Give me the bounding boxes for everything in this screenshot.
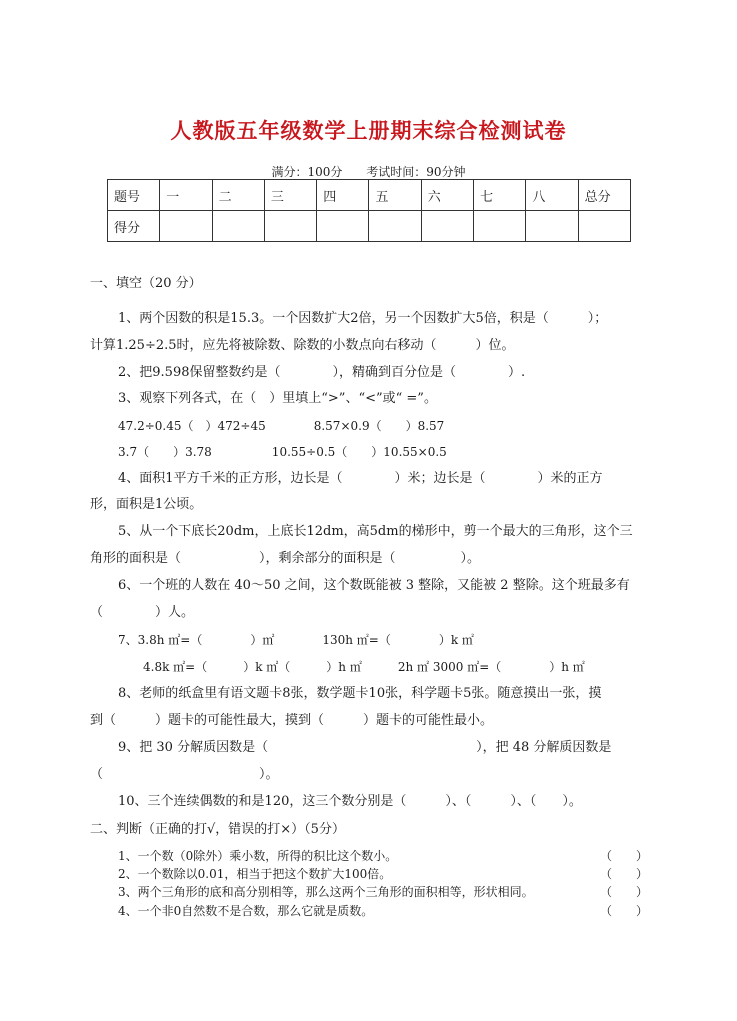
exam-title: 人教版五年级数学上册期末综合检测试卷 (170, 119, 567, 143)
question-3-line-3: 3.7̇（ ）3.78 10.55÷0.5（ ）10.55×0.5 (118, 445, 447, 459)
judge-2: 2、一个数除以0.01，相当于把这个数扩大100倍。 (118, 867, 392, 881)
judge-2-bracket[interactable]: （ ） (600, 867, 649, 881)
score-cell[interactable] (578, 211, 630, 242)
header-cell: 七 (474, 180, 526, 211)
full-score: 满分：100分 (271, 165, 343, 179)
judge-3: 3、两个三角形的底和高分别相等，那么这两个三角形的面积相等，形状相同。 (118, 885, 534, 899)
judge-3-bracket[interactable]: （ ） (600, 885, 649, 899)
header-cell: 总分 (578, 180, 630, 211)
question-7-line-1: 7、3.8h ㎡=（ ）㎡ 130h ㎡=（ ）k ㎡ (118, 633, 474, 647)
header-cell: 六 (421, 180, 473, 211)
score-table (107, 179, 631, 242)
header-cell: 二 (212, 180, 264, 211)
score-cell[interactable] (160, 211, 212, 242)
question-10: 10、三个连续偶数的和是120，这三个数分别是（ ）、（ ）、（ ）。 (118, 794, 582, 809)
score-table-score-row (108, 211, 631, 242)
question-7-line-2: 4.8k ㎡=（ ）k ㎡（ ）h ㎡ 2h ㎡ 3000 ㎡=（ ）h ㎡ (143, 660, 585, 674)
section-2-title: 二、判断（正确的打√，错误的打×）（5分） (90, 822, 345, 837)
question-3-line-2: 47.2÷0.45（ ）472÷45 8.57×0.9（ ）8.57 (118, 419, 445, 433)
question-6-line-1: 6、一个班的人数在 40～50 之间，这个数既能被 3 整除，又能被 2 整除。这个班最多有 (118, 578, 630, 593)
score-cell[interactable] (264, 211, 316, 242)
question-9-line-2: （ ）。 (90, 767, 279, 782)
exam-time: 考试时间：90分钟 (366, 165, 466, 179)
section-1-title: 一、填空（20 分） (90, 276, 202, 291)
score-cell[interactable] (369, 211, 421, 242)
score-cell[interactable] (474, 211, 526, 242)
score-cell[interactable] (212, 211, 264, 242)
judge-1: 1、一个数（0除外）乘小数，所得的积比这个数小。 (118, 849, 398, 863)
question-8-line-2: 到（ ）题卡的可能性最大，摸到（ ）题卡的可能性最小。 (90, 713, 494, 728)
row-label-cell: 得分 (108, 211, 160, 242)
exam-subtitle (0, 163, 737, 180)
question-4-line-2: 形，面积是1公顷。 (90, 497, 203, 512)
judge-4: 4、一个非0自然数不是合数，那么它就是质数。 (118, 904, 374, 918)
score-cell[interactable] (317, 211, 369, 242)
score-cell[interactable] (526, 211, 578, 242)
judge-1-bracket[interactable]: （ ） (600, 849, 649, 863)
question-5-line-2: 角形的面积是（ ），剩余部分的面积是（ ）。 (90, 551, 481, 566)
question-1-line-1: 1、两个因数的积是15.3。一个因数扩大2倍，另一个因数扩大5倍，积是（ ）； (118, 311, 608, 326)
header-cell: 一 (160, 180, 212, 211)
score-cell[interactable] (421, 211, 473, 242)
header-cell: 四 (317, 180, 369, 211)
header-cell: 五 (369, 180, 421, 211)
question-2: 2、把9.598保留整数约是（ ），精确到百分位是（ ）. (118, 365, 526, 380)
question-1-line-2: 计算1.25÷2.5时，应先将被除数、除数的小数点向右移动（ ）位。 (90, 338, 515, 353)
question-3-line-1: 3、观察下列各式，在（ ）里填上“>”、“<”或“ =”。 (118, 391, 437, 406)
header-cell: 八 (526, 180, 578, 211)
header-cell: 题号 (108, 180, 160, 211)
question-9-line-1: 9、把 30 分解质因数是（ ），把 48 分解质因数是 (118, 740, 612, 755)
question-6-line-2: （ ）人。 (90, 605, 195, 620)
question-4-line-1: 4、面积1平方千米的正方形，边长是（ ）米；边长是（ ）米的正方 (118, 471, 603, 486)
judge-4-bracket[interactable]: （ ） (600, 904, 649, 918)
score-table-header-row (108, 180, 631, 211)
question-5-line-1: 5、从一个下底长20dm，上底长12dm，高5dm的梯形中，剪一个最大的三角形，这个三 (118, 524, 633, 539)
header-cell: 三 (264, 180, 316, 211)
question-8-line-1: 8、老师的纸盒里有语文题卡8张，数学题卡10张，科学题卡5张。随意摸出一张，摸 (118, 686, 602, 701)
